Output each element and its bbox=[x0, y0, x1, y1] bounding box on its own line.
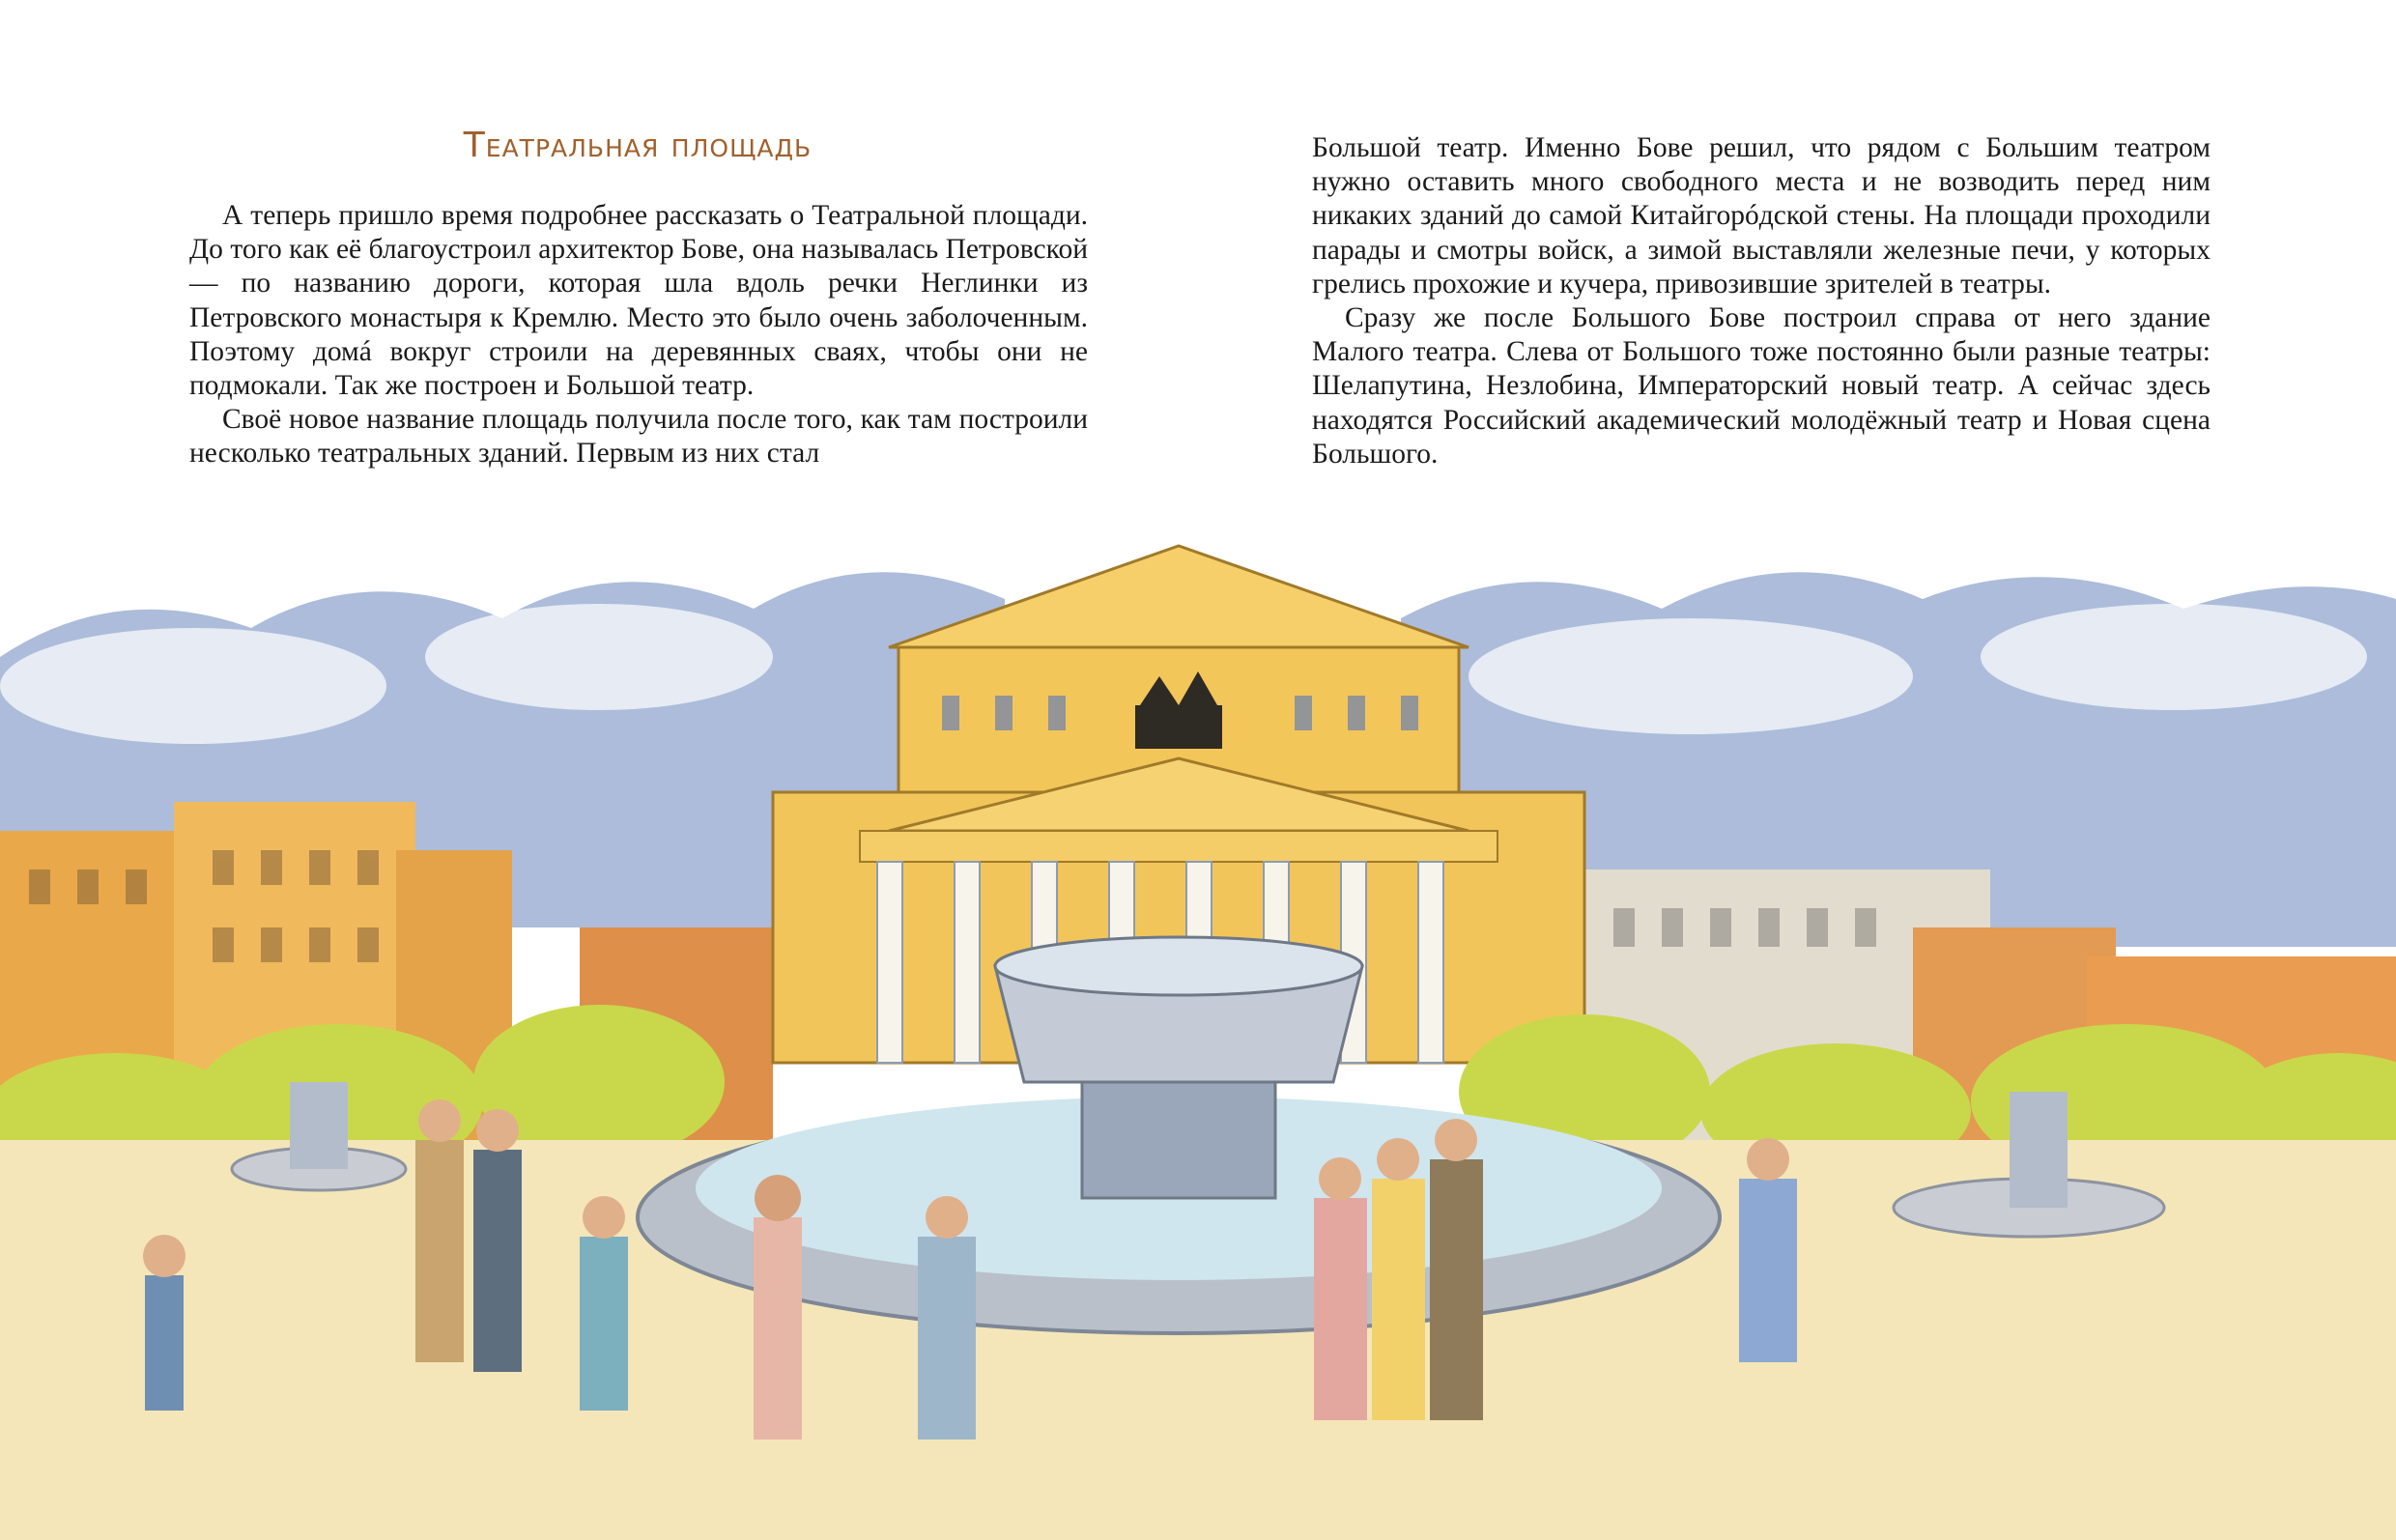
paragraph: Своё новое название площадь получила после того, как там построили несколько театральных зданий. Первым из них стал bbox=[189, 404, 1088, 470]
bolshoi-theatre-illustration bbox=[0, 541, 2396, 1540]
text-column-right bbox=[1312, 131, 2211, 471]
paragraph: Большой театр. Именно Бове решил, что рядом с Большим театром нужно оставить много свободного места и не возводить перед ним никаких зданий до самой Китайгорóдской стены. На площади проходили парады и смотры войск, а зимой выставляли железные печи, у которых грелись прохожие и кучера, привозившие зрителей в театры. bbox=[1312, 132, 2211, 299]
paragraph: А теперь пришло время подробнее рассказать о Театральной площади. До того как её благоустроил архитектор Бове, она называлась Петровской — по названию дороги, которая шла вдоль речки Неглинки из Петровского монастыря к Кремлю. Место это было очень заболоченным. Поэтому домá вокруг строили на деревянных сваях, чтобы они не подмокали. Так же построен и Большой театр. bbox=[189, 200, 1088, 402]
paragraph: Сразу же после Большого Бове построил справа от него здание Малого театра. Слева от Большого тоже постоянно были разные театры: Шелапутина, Незлобина, Императорский новый театр. А сейчас здесь находятся Российский академический молодёжный театр и Новая сцена Большого. bbox=[1312, 302, 2211, 470]
page-title: Театральная площадь bbox=[463, 126, 813, 165]
text-column-left bbox=[189, 199, 1088, 471]
